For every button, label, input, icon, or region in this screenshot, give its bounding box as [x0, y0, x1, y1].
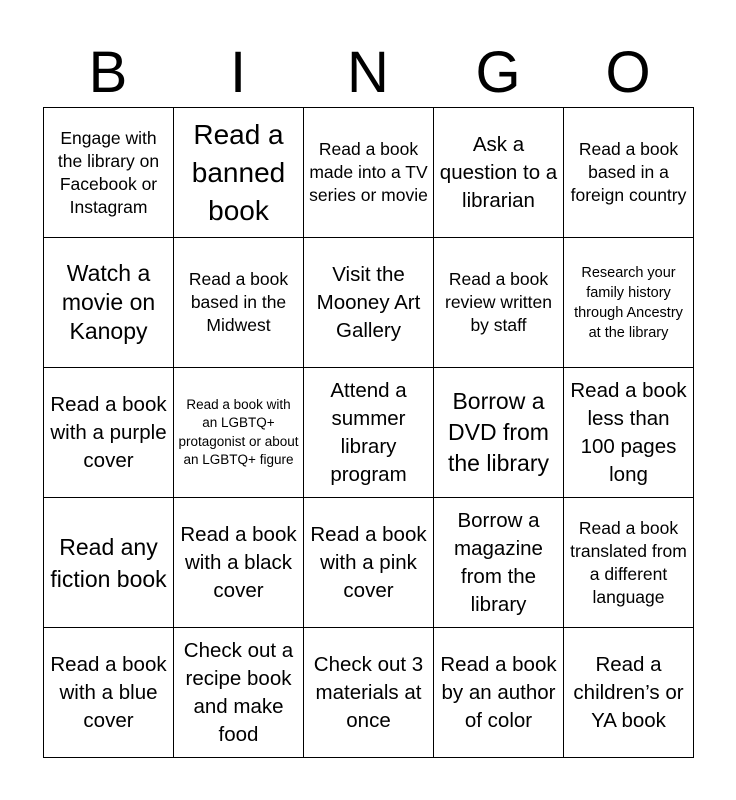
- cell-text: Borrow a magazine from the library: [454, 508, 543, 616]
- bingo-cell[interactable]: [564, 238, 694, 368]
- bingo-cell[interactable]: [304, 368, 434, 498]
- bingo-cell[interactable]: [174, 498, 304, 628]
- header-letter-o: O: [605, 40, 651, 105]
- bingo-cell[interactable]: [434, 238, 564, 368]
- bingo-cell[interactable]: [44, 238, 174, 368]
- bingo-cell[interactable]: [304, 108, 434, 238]
- bingo-cell[interactable]: [564, 368, 694, 498]
- bingo-cell[interactable]: [564, 498, 694, 628]
- bingo-cell[interactable]: [564, 628, 694, 758]
- cell-text: Attend a summer library program: [330, 378, 407, 486]
- cell-text: Engage with the library on Facebook or Instagram: [57, 127, 160, 217]
- cell-text: Read a book made into a TV series or movie: [309, 139, 428, 205]
- cell-text: Read a book by an author of color: [440, 652, 557, 732]
- cell-text: Read a children’s or YA book: [573, 652, 684, 732]
- cell-text: Read a book with a purple cover: [50, 392, 167, 472]
- bingo-cell[interactable]: [174, 368, 304, 498]
- header-letter-g: G: [475, 40, 521, 105]
- cell-text: Read a book less than 100 pages long: [570, 378, 687, 486]
- cell-text: Read a book with a pink cover: [310, 522, 427, 602]
- header-letter-i: I: [229, 40, 247, 105]
- cell-text: Visit the Mooney Art Gallery: [316, 262, 421, 342]
- bingo-cell[interactable]: [174, 238, 304, 368]
- bingo-cell[interactable]: [304, 628, 434, 758]
- bingo-cell[interactable]: [44, 368, 174, 498]
- cell-text: Borrow a DVD from the library: [448, 388, 549, 476]
- bingo-cell[interactable]: [44, 108, 174, 238]
- cell-text: Read any fiction book: [50, 533, 167, 592]
- bingo-cell[interactable]: [434, 108, 564, 238]
- bingo-header: [43, 40, 693, 106]
- cell-text: Read a banned book: [191, 118, 286, 226]
- bingo-cell[interactable]: [434, 628, 564, 758]
- cell-text: Watch a movie on Kanopy: [61, 260, 156, 344]
- bingo-cell[interactable]: [174, 108, 304, 238]
- bingo-cell[interactable]: [434, 498, 564, 628]
- cell-text: Check out 3 materials at once: [313, 652, 424, 732]
- bingo-cell[interactable]: [304, 238, 434, 368]
- cell-text: Read a book based in the Midwest: [188, 269, 289, 335]
- cell-text: Read a book with a black cover: [180, 522, 297, 602]
- cell-text: Check out a recipe book and make food: [183, 638, 294, 746]
- bingo-cell[interactable]: [44, 628, 174, 758]
- bingo-cell[interactable]: [174, 628, 304, 758]
- bingo-board: [43, 107, 694, 758]
- header-letter-n: N: [347, 40, 389, 105]
- bingo-cell[interactable]: [434, 368, 564, 498]
- cell-text: Ask a question to a librarian: [439, 132, 558, 212]
- bingo-cell[interactable]: [564, 108, 694, 238]
- cell-text: Read a book review written by staff: [445, 269, 552, 335]
- cell-text: Read a book with an LGBTQ+ protagonist or about an LGBTQ+ figure: [178, 396, 299, 467]
- cell-text: Research your family history through Ancestry at the library: [574, 264, 683, 341]
- bingo-cell[interactable]: [304, 498, 434, 628]
- cell-text: Read a book with a blue cover: [50, 652, 167, 732]
- bingo-cell[interactable]: [44, 498, 174, 628]
- cell-text: Read a book based in a foreign country: [570, 139, 687, 205]
- header-letter-b: B: [88, 40, 128, 105]
- cell-text: Read a book translated from a different language: [570, 517, 687, 607]
